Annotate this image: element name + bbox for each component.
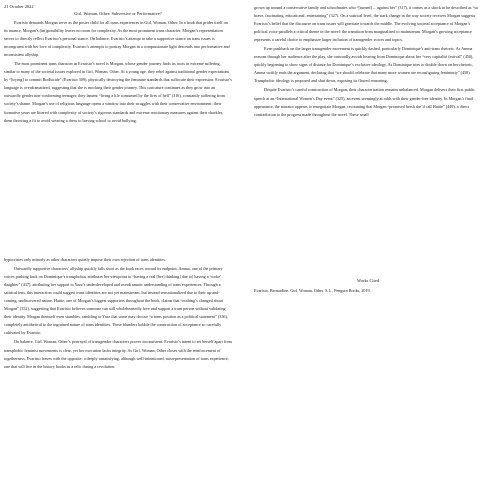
body-paragraph: grown up around a conservative family and schoolmates who “[turned] ... against her” (317), it comes as a shock to be described as “so brave, fascinating, educational, entertaining” (327). On a satirical level, the stark change in the way society receives Morgan suggests Evaristo’s belief that the discourse on trans issues will gravitate towards the middle. The evolving societal acceptance of Morgan’s political voice parallels a critical theme in the novel: the transition from marginalized to mainstream. Morgan’s growing acceptance represents a careful choice to emphasize larger inclusion of transgender voices and topics. (254, 5, 479, 43)
citation-entry: Evaristo, Bernardine. Girl, Woman, Other. S.L., Penguin Books, 2019. (254, 288, 371, 293)
essay-title: Girl, Woman, Other: Subversive or Performative? (74, 11, 162, 16)
works-cited-heading: Works Cited (357, 278, 379, 283)
document-page-4 (254, 256, 482, 496)
body-paragraph: The most prominent trans character in Evaristo’s novel is Morgan, whose gender journey finds its roots in extreme suffering, similar to many of the societal issues explored in Girl, Woman, Other. At a young age, they rebel against traditional gender expectations by “[trying] to commit Bodhicide” (Evaristo 309), physically destroying the feminine standards that suffocate their expression. Evaristo’s language is overdramatized, suggesting that she is mocking their gender journey. This caricature continues as they grow into an outwardly gender non-conforming teenager; they lament “living a life consumed by the fires of hell” (316), constantly suffering from society’s shame. Morgan’s use of religious language opens a window into their struggles with their conservative environment; their formative years are littered with complexity of society’s rigorous standards and extreme reactionary measures against their shackles, them throwing a fit to avoid wearing a dress to leaving school to avoid bullying. (4, 61, 232, 123)
body-paragraph: Even pushback on the larger transgender movement is quickly dashed, particularly Dominique’s anti-trans rhetoric. As Amma reasons through her audience after the play, she outwardly avoids hearing from Dominique about her “very capitalist festival” (450), quickly beginning to show signs of distaste for Dominique’s exclusive ideology. As Dominique tries to double down on her rhetoric, Amma swiftly ends the argument, declaring that “we should celebrate that many more women are reconfiguring femininity” (458). Transphobic ideology is proposed and shut down, exposing its flawed reasoning. (254, 46, 474, 84)
body-paragraph: Evaristo demands Morgan serve as the poster child for all trans experiences in Girl, Woman, Other. In a book that prides itself on its nuance, Morgan’s (im)possibility leaves no room for complexity. As the most prominent trans character, Morgan’s representation serves to directly reflect Evaristo’s personal stance. On balance, Evaristo’s attempt to take a supportive stance on trans issues is incongruent with her love of complexity. Evaristo’s attempts to portray Morgan in a compassionate light descends into performative and inconsistent allyship. (4, 20, 230, 58)
body-paragraph: On balance, Girl, Woman, Other’s portrayal of transgender characters proves inconsistent. Evaristo’s intent to set herself apart from transphobic feminist movements is clear, yet her execution lacks integrity. As Girl, Woman, Other closes with the reinforcement of togetherness, Evaristo leaves with the opposite: a deeply unsatisfying, although well-intentioned, misrepresentation of trans experience; one that will live in the history books as a relic during a revolution. (4, 339, 232, 369)
document-page-1 (4, 4, 232, 244)
document-page-2 (254, 4, 482, 244)
document-page-3 (4, 256, 232, 496)
body-paragraph: Outwardly supportive characters’ allyship quickly falls short as the book races toward its endpoint. Amma, one of the primary voices pushing back on Dominique’s transphobia, attributes her viewpoint to “having a real [her] thinking [due to] having a ‘woke’ daughter” (437), attributing her support to Yazz’s underdeveloped and overdramatic understanding of trans experiences. Through a satirical lens, this interaction could suggest trans identities are not yet mainstream, but instead sensationalized due to their up-and-coming, undiscovered nature. Hattie, one of Morgan’s biggest supporters throughout the book, claims that “nothing’s changed about Morgan” (352), suggesting that Evaristo believes someone can still wholeheartedly love and support a trans person without validating their identity. Morgan themself even stumbles, rambling to Yazz that some may choose “a trans position as a political statement” (336), completely antithetical to the ingrained nature of trans identities. These blunders hobble the construction of acceptance so carefully cultivated by Evaristo. (4, 266, 228, 336)
essay-date: 21 October 2022 (4, 4, 34, 9)
body-paragraph: hypocrisies only minorly as other characters quietly impose their own rejection of trans identities. (4, 257, 166, 262)
body-paragraph: Despite Evaristo’s careful construction of Morgan, their characterization remains unbalanced. Morgan delivers their first public speech at an “International Women’s Day event” (325), an event seemingly at odds with their gender-free identity. In Morgan’s final appearance, the narrator appears to renegotiate Morgan, recounting that Morgan “promised hersh she’d call Hattie” (449), a direct contradiction to the progress made throughout the novel. These small (254, 87, 475, 117)
